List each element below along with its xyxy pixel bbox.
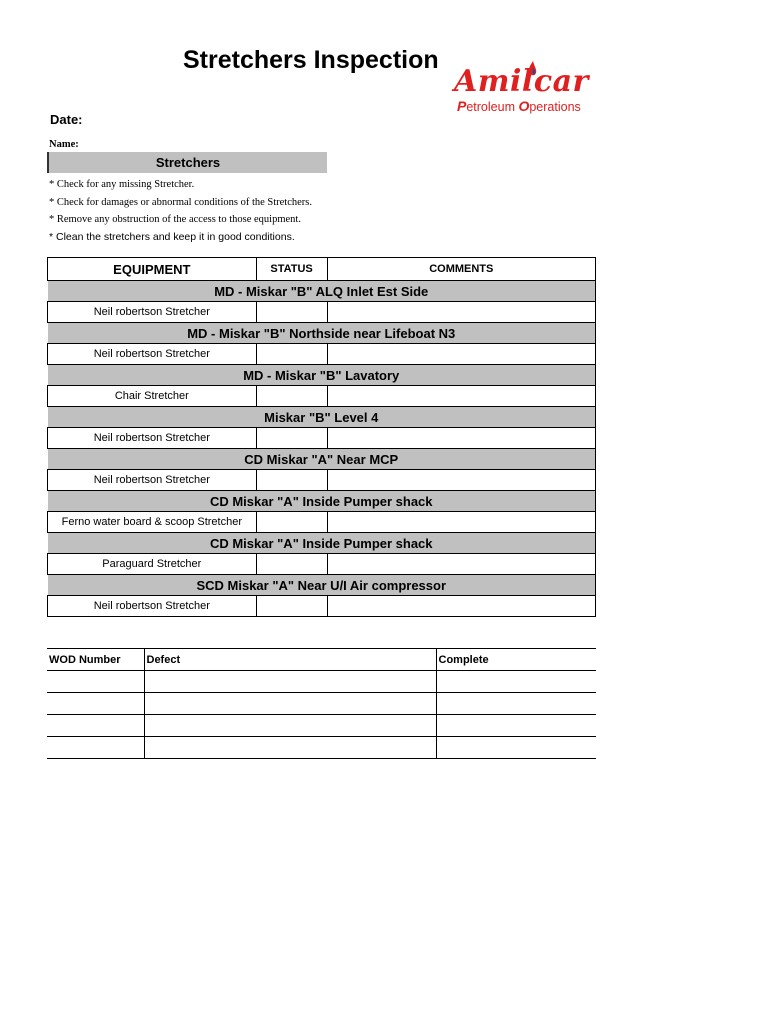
wod-number-cell[interactable]	[47, 737, 144, 759]
comments-cell[interactable]	[327, 512, 595, 533]
equipment-name: Neil robertson Stretcher	[48, 428, 257, 449]
status-cell[interactable]	[256, 386, 327, 407]
status-cell[interactable]	[256, 470, 327, 491]
table-row	[48, 596, 596, 617]
note-item: * Check for any missing Stretcher.	[49, 179, 195, 190]
defect-header: Defect	[144, 649, 436, 671]
table-row	[48, 302, 596, 323]
location-row	[48, 407, 596, 428]
table-row	[48, 386, 596, 407]
location-label: MD - Miskar "B" Northside near Lifeboat N3	[48, 323, 596, 344]
defect-cell[interactable]	[144, 693, 436, 715]
equipment-name: Neil robertson Stretcher	[48, 302, 257, 323]
equipment-name: Paraguard Stretcher	[48, 554, 257, 575]
comments-cell[interactable]	[327, 596, 595, 617]
table-header-row	[48, 258, 596, 281]
equipment-name: Chair Stretcher	[48, 386, 257, 407]
equipment-name: Neil robertson Stretcher	[48, 470, 257, 491]
location-label: CD Miskar "A" Inside Pumper shack	[48, 533, 596, 554]
location-label: MD - Miskar "B" ALQ Inlet Est Side	[48, 281, 596, 302]
location-row	[48, 575, 596, 596]
comments-header: COMMENTS	[327, 258, 595, 281]
comments-cell[interactable]	[327, 554, 595, 575]
equipment-header: EQUIPMENT	[48, 258, 257, 281]
wod-table	[47, 648, 596, 759]
wod-number-cell[interactable]	[47, 693, 144, 715]
comments-cell[interactable]	[327, 428, 595, 449]
logo-subtitle: Petroleum Operations	[457, 98, 581, 114]
complete-header: Complete	[436, 649, 596, 671]
table-row	[47, 693, 596, 715]
location-row	[48, 491, 596, 512]
location-row	[48, 281, 596, 302]
status-cell[interactable]	[256, 554, 327, 575]
location-row	[48, 449, 596, 470]
location-label: SCD Miskar "A" Near U/I Air compressor	[48, 575, 596, 596]
page-title: Stretchers Inspection	[183, 46, 439, 74]
comments-cell[interactable]	[327, 344, 595, 365]
name-label: Name:	[49, 139, 79, 150]
equipment-name: Neil robertson Stretcher	[48, 596, 257, 617]
wod-number-header: WOD Number	[47, 649, 144, 671]
table-row	[48, 512, 596, 533]
location-row	[48, 323, 596, 344]
complete-cell[interactable]	[436, 671, 596, 693]
defect-cell[interactable]	[144, 737, 436, 759]
note-item: * Check for damages or abnormal conditions of the Stretchers.	[49, 196, 313, 208]
table-row	[47, 715, 596, 737]
defect-cell[interactable]	[144, 715, 436, 737]
table-row	[48, 470, 596, 491]
location-label: Miskar "B" Level 4	[48, 407, 596, 428]
wod-header-row	[47, 649, 596, 671]
complete-cell[interactable]	[436, 693, 596, 715]
note-item: * Remove any obstruction of the access to those equipment.	[49, 214, 301, 226]
status-cell[interactable]	[256, 428, 327, 449]
location-row	[48, 365, 596, 386]
table-row	[48, 428, 596, 449]
date-label: Date:	[50, 112, 83, 127]
comments-cell[interactable]	[327, 302, 595, 323]
status-header: STATUS	[256, 258, 327, 281]
wod-number-cell[interactable]	[47, 671, 144, 693]
location-label: CD Miskar "A" Near MCP	[48, 449, 596, 470]
comments-cell[interactable]	[327, 470, 595, 491]
table-row	[48, 344, 596, 365]
logo-wordmark: Amilcar	[454, 64, 589, 99]
stretchers-section-header: Stretchers	[47, 152, 327, 173]
amilcar-logo	[452, 58, 602, 118]
table-row	[47, 737, 596, 759]
complete-cell[interactable]	[436, 715, 596, 737]
status-cell[interactable]	[256, 596, 327, 617]
location-row	[48, 533, 596, 554]
defect-cell[interactable]	[144, 671, 436, 693]
location-label: CD Miskar "A" Inside Pumper shack	[48, 491, 596, 512]
inspection-notes	[49, 176, 449, 247]
note-item: * Clean the stretchers and keep it in good conditions.	[49, 231, 295, 244]
status-cell[interactable]	[256, 512, 327, 533]
equipment-name: Ferno water board & scoop Stretcher	[48, 512, 257, 533]
wod-number-cell[interactable]	[47, 715, 144, 737]
status-cell[interactable]	[256, 344, 327, 365]
complete-cell[interactable]	[436, 737, 596, 759]
comments-cell[interactable]	[327, 386, 595, 407]
location-label: MD - Miskar "B" Lavatory	[48, 365, 596, 386]
equipment-table	[47, 257, 596, 617]
status-cell[interactable]	[256, 302, 327, 323]
table-row	[47, 671, 596, 693]
equipment-name: Neil robertson Stretcher	[48, 344, 257, 365]
table-row	[48, 554, 596, 575]
